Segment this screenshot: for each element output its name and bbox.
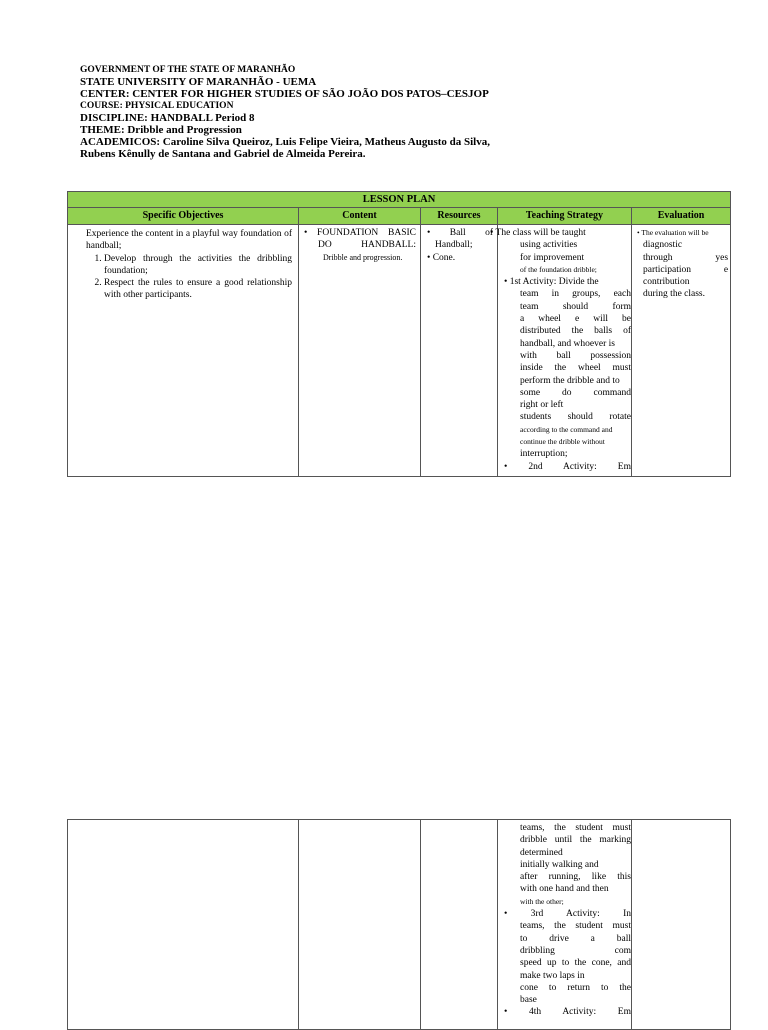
col-header-content: Content xyxy=(299,208,421,225)
strategy-line: team should form xyxy=(520,301,631,312)
strategy-line: with one hand and then xyxy=(520,884,609,895)
strategy-line: base xyxy=(520,995,537,1006)
header-discipline: DISCIPLINE: HANDBALL Period 8 xyxy=(80,112,255,124)
header-academics: ACADEMICOS: Caroline Silva Queiroz, Luis Felipe Vieira, Matheus Augusto da Silva, xyxy=(80,136,490,148)
strategy-line: interruption; xyxy=(520,449,568,460)
strategy-line: teams, the student must xyxy=(520,921,631,932)
strategy-line: a wheel e will be xyxy=(520,314,631,325)
strategy-line: right or left xyxy=(520,400,564,411)
resource-cone: • Cone. xyxy=(427,252,456,263)
strategy-line: inside the wheel must xyxy=(520,363,631,374)
strategy-line: according to the command and xyxy=(520,424,613,434)
col-header-objectives: Specific Objectives xyxy=(68,208,299,225)
objectives-cell-continued xyxy=(68,820,299,1030)
objective-intro: Experience the content in a playful way foundation of handball; xyxy=(86,229,292,252)
evaluation-cell-continued xyxy=(632,820,731,1030)
strategy-line: • 1st Activity: Divide the xyxy=(504,277,599,288)
strategy-line: teams, the student must xyxy=(520,823,631,833)
strategy-line: with the other; xyxy=(520,896,564,906)
lesson-plan-table-continued xyxy=(67,819,731,1030)
content-cell xyxy=(299,225,421,477)
header-university: STATE UNIVERSITY OF MARANHÃO - UEMA xyxy=(80,76,317,88)
strategy-line: continue the dribble without xyxy=(520,437,605,447)
header-center: CENTER: CENTER FOR HIGHER STUDIES OF SÃO JOÃO DOS PATOS–CESJOP xyxy=(80,88,489,100)
strategy-cell-continued xyxy=(498,820,632,1030)
objectives-list xyxy=(80,253,292,302)
strategy-line: students should rotate xyxy=(520,412,631,423)
table-title: LESSON PLAN xyxy=(68,192,731,208)
content-sub: Dribble and progression. xyxy=(323,252,403,262)
evaluation-cell xyxy=(632,225,731,477)
col-header-resources: Resources xyxy=(421,208,498,225)
evaluation-line: contribution xyxy=(643,277,690,288)
objective-item: 1. Develop through the activities the dribbling foundation; xyxy=(104,253,292,278)
evaluation-line: through yes xyxy=(643,252,729,263)
strategy-line: • 2nd Activity: Em xyxy=(504,461,631,472)
resource-ball: • Ball of Handball; xyxy=(427,228,493,251)
strategy-line: make two laps in xyxy=(520,970,585,981)
header-academics-cont: Rubens Kênully de Santana and Gabriel de Almeida Pereira. xyxy=(80,148,366,160)
content-cell-continued xyxy=(299,820,421,1030)
strategy-line: perform the dribble and to xyxy=(520,375,620,386)
strategy-line: using activities xyxy=(520,240,578,251)
strategy-line: • The class will be taught xyxy=(490,228,586,238)
objectives-cell xyxy=(68,225,299,477)
strategy-line: after running, like this xyxy=(520,872,631,883)
strategy-line: some do command xyxy=(520,387,631,398)
resources-cell-continued xyxy=(421,820,498,1030)
strategy-line: of the foundation dribble; xyxy=(520,264,597,274)
resources-cell xyxy=(421,225,498,477)
content-main: • FOUNDATION BASIC DO HANDBALL: xyxy=(304,228,416,251)
strategy-line: handball, and whoever is xyxy=(520,338,615,349)
strategy-line: to drive a ball xyxy=(520,933,631,944)
evaluation-line: diagnostic xyxy=(643,240,683,251)
strategy-line: dribble until the marking xyxy=(520,835,631,846)
strategy-line: distributed the balls of xyxy=(520,326,631,337)
document-header xyxy=(80,64,700,160)
objective-item: 2. Respect the rules to ensure a good relationship with other participants. xyxy=(104,277,292,302)
strategy-line: speed up to the cone, and xyxy=(520,958,631,969)
col-header-evaluation: Evaluation xyxy=(632,208,731,225)
header-course: COURSE: PHYSICAL EDUCATION xyxy=(80,101,234,111)
strategy-line: for improvement xyxy=(520,252,585,263)
lesson-plan-table xyxy=(67,191,731,477)
strategy-line: with ball possession xyxy=(520,350,631,361)
header-government: GOVERNMENT OF THE STATE OF MARANHÃO xyxy=(80,65,296,75)
strategy-line: team in groups, each xyxy=(520,289,631,300)
evaluation-line: participation e xyxy=(643,264,729,275)
strategy-line: • 3rd Activity: In xyxy=(504,909,631,920)
evaluation-line: • The evaluation will be xyxy=(637,228,709,237)
strategy-line: initially walking and xyxy=(520,859,599,870)
col-header-strategy: Teaching Strategy xyxy=(498,208,632,225)
strategy-line: • 4th Activity: Em xyxy=(504,1007,631,1018)
strategy-line: cone to return to the xyxy=(520,982,631,993)
strategy-line: determined xyxy=(520,847,563,858)
strategy-cell xyxy=(490,225,632,477)
strategy-line: dribbling com xyxy=(520,945,631,956)
header-theme: THEME: Dribble and Progression xyxy=(80,124,242,136)
evaluation-line: during the class. xyxy=(643,289,706,300)
